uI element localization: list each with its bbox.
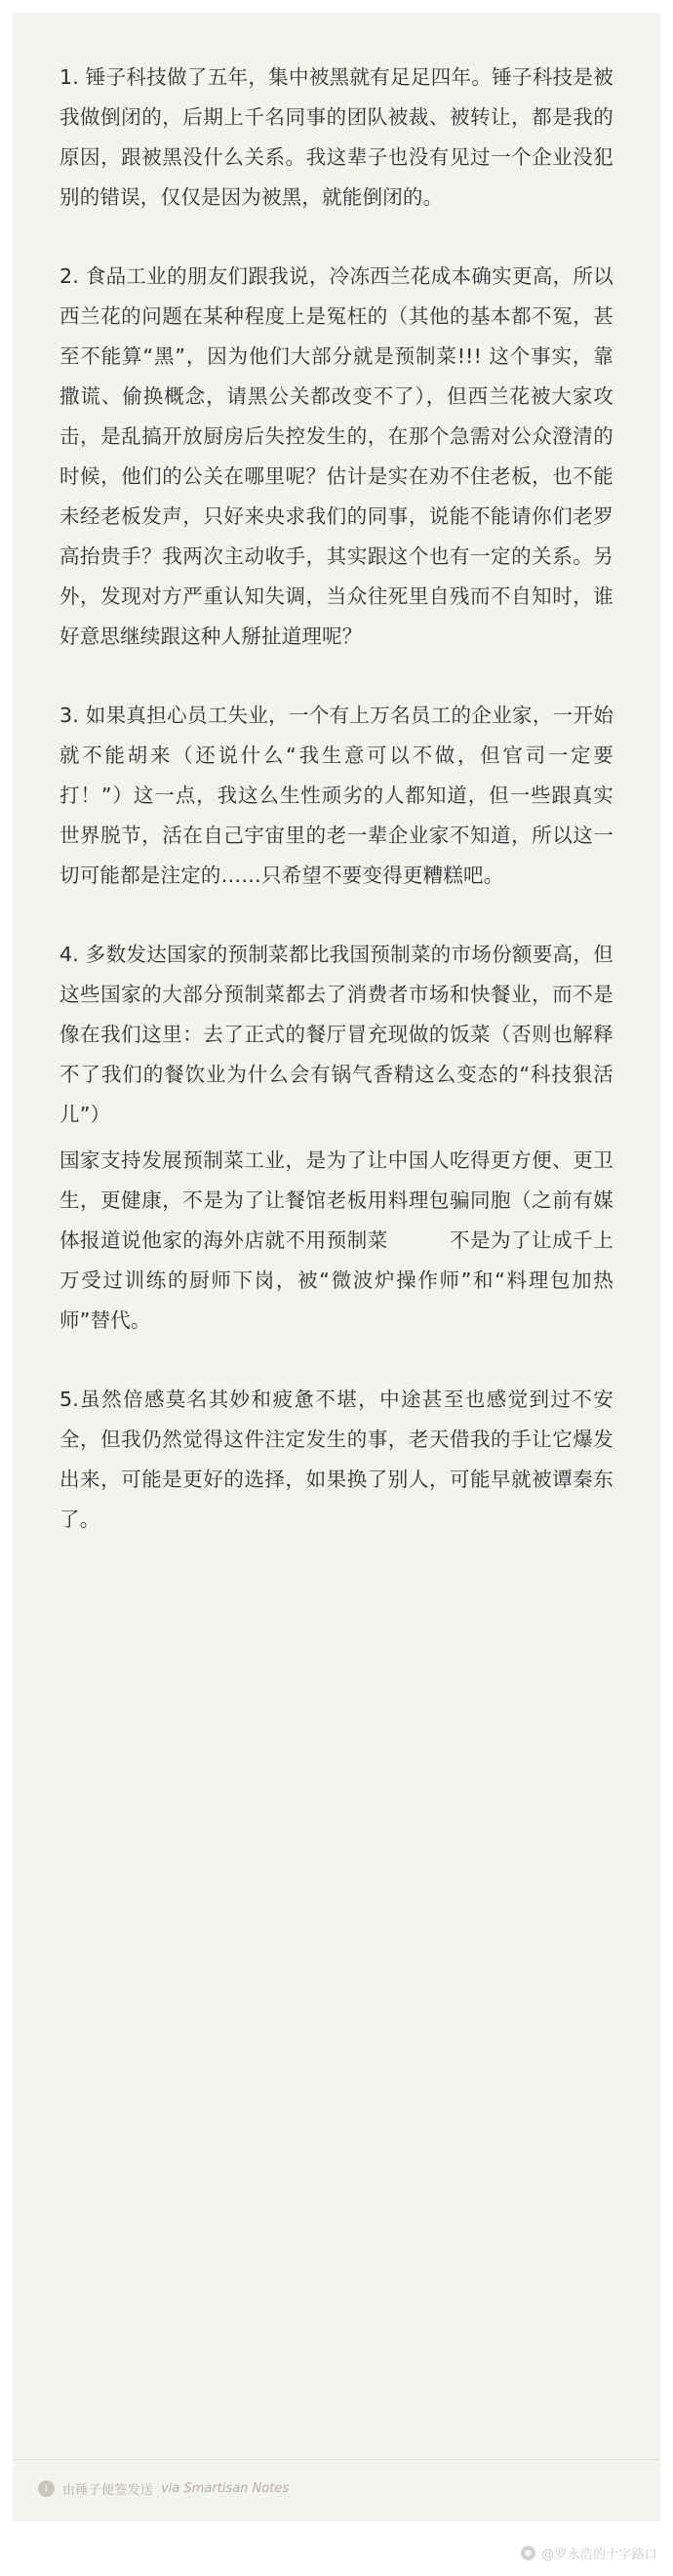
footer-brand-text: via Smartisan Notes — [161, 2481, 290, 2496]
note-paragraph-1: 1. 锤子科技做了五年，集中被黑就有足足四年。锤子科技是被我做倒闭的，后期上千名同事的团队被裁、被转让，都是我的原因，跟被黑没什么关系。我这辈子也没有见过一个企业没犯别的错误，仅仅是因为被黑，就能倒闭的。 — [59, 65, 614, 209]
eye-icon — [521, 2546, 535, 2560]
note-body — [13, 13, 660, 1540]
note-footer — [13, 2459, 660, 2521]
note-paragraph-3: 3. 如果真担心员工失业，一个有上万名员工的企业家，一开始就不能胡来（还说什么“我生意可以不做，但官司一定要打！”）这一点，我这么生性顽劣的人都知道，但一些跟真实世界脱节，活在自己宇宙里的老一辈企业家不知道，所以这一切可能都是注定的……只希望不要变得更糟糕吧。 — [59, 704, 614, 887]
note-paragraph-4: 4. 多数发达国家的预制菜都比我国预制菜的市场份额要高，但这些国家的大部分预制菜都去了消费者市场和快餐业，而不是像在我们这里：去了正式的餐厅冒充现做的饭菜（否则也解释不了我们的餐饮业为什么会有锅气香精这么变态的“科技狠活儿”） — [59, 943, 614, 1126]
footer-source-text: 由锤子便签发送 — [62, 2483, 154, 2498]
note-paragraph-5: 国家支持发展预制菜工业，是为了让中国人吃得更方便、更卫生，更健康，不是为了让餐馆老板用料理包骗同胞（之前有媒体报道说他家的海外店就不用预制菜 不是为了让成千上万受过训练的厨师下岗，被“微波炉操作师”和“料理包加热师”替代。 — [59, 1148, 614, 1332]
note-card — [13, 13, 660, 2521]
watermark-handle: @罗永浩的十字路口 — [541, 2548, 657, 2562]
info-icon: i — [38, 2480, 55, 2497]
footer-inner — [13, 2460, 660, 2498]
weibo-watermark — [521, 2544, 657, 2562]
note-paragraph-6: 5.虽然倍感莫名其妙和疲惫不堪，中途甚至也感觉到过不安全，但我仍然觉得这件注定发生的事，老天借我的手让它爆发出来，可能是更好的选择，如果换了别人，可能早就被谭秦东了。 — [59, 1388, 614, 1531]
note-paragraph-2: 2. 食品工业的朋友们跟我说，冷冻西兰花成本确实更高，所以西兰花的问题在某种程度上是冤枉的（其他的基本都不冤，甚至不能算“黑”，因为他们大部分就是预制菜!!! 这个事实，靠撒谎、偷换概念，请黑公关都改变不了），但西兰花被大家攻击，是乱搞开放厨房后失控发生的，在那个急需对公众澄清的时候，他们的公关在哪里呢？估计是实在劝不住老板，也不能未经老板发声，只好来央求我们的同事，说能不能请你们老罗高抬贵手？我两次主动收手，其实跟这个也有一定的关系。另外，发现对方严重认知失调，当众往死里自残而不自知时，谁好意思继续跟这种人掰扯道理呢？ — [59, 264, 614, 648]
